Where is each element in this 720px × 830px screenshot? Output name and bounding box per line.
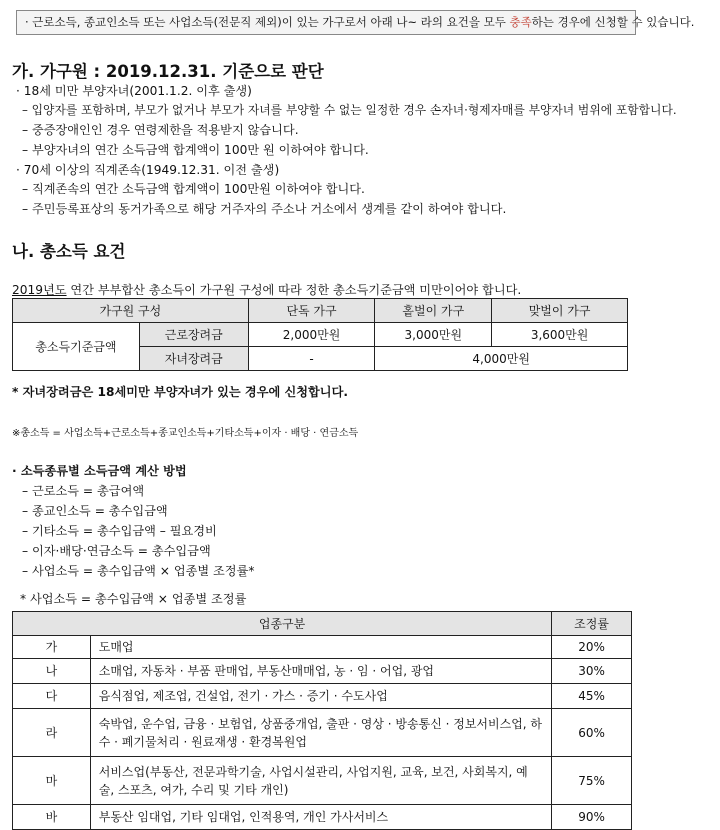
- notice-highlight: 충족: [509, 15, 532, 29]
- notice-suffix: 하는 경우에 신청할 수 있습니다.: [531, 15, 695, 29]
- row-desc: 도매업: [90, 636, 551, 659]
- row-desc: 숙박업, 운수업, 금융 · 보험업, 상품중개업, 출판 · 영상 · 방송통신 · 정보서비스업, 하수 · 폐기물처리 · 원료재생 · 환경복원업: [90, 709, 551, 757]
- ga-line-4: – 부양자녀의 연간 소득금액 합계액이 100만 원 이하여야 합니다.: [22, 143, 369, 157]
- row-code: 마: [13, 757, 91, 805]
- row-code: 라: [13, 709, 91, 757]
- calc-item-2: – 종교인소득 = 총수입금액: [22, 504, 168, 518]
- notice-prefix: · 근로소득, 종교인소득 또는 사업소득(전문직 제외)이 있는 가구로서 아래 나~ 라의 요건을 모두: [25, 15, 510, 29]
- table-row: [13, 805, 632, 830]
- th-single: 단독 가구: [248, 299, 375, 323]
- calc-item-1: – 근로소득 = 총급여액: [22, 484, 145, 498]
- cell-earned-single: 2,000만원: [248, 323, 375, 347]
- row-rate: 60%: [552, 709, 632, 757]
- section-ga-title: 가. 가구원 : 2019.12.31. 기준으로 판단: [12, 62, 324, 81]
- ga-line-1: · 18세 미만 부양자녀(2001.1.2. 이후 출생): [16, 84, 252, 98]
- ga-line-3: – 중증장애인인 경우 연령제한을 적용받지 않습니다.: [22, 123, 299, 137]
- ga-line-6: – 직계존속의 연간 소득금액 합계액이 100만원 이하여야 합니다.: [22, 182, 365, 196]
- th-household: 가구원 구성: [13, 299, 249, 323]
- na-intro-year: 2019년도: [12, 283, 67, 297]
- sub-child-incentive: 자녀장려금: [139, 347, 248, 371]
- row-desc: 부동산 임대업, 기타 임대업, 인적용역, 개인 가사서비스: [90, 805, 551, 830]
- total-income-formula: ※총소득 = 사업소득+근로소득+종교인소득+기타소득+이자 · 배당 · 연금소득: [12, 428, 359, 439]
- cell-earned-dual: 3,600만원: [492, 323, 628, 347]
- row-rate: 90%: [552, 805, 632, 830]
- ga-line-2: – 입양자를 포함하며, 부모가 없거나 부모가 자녀를 부양할 수 없는 일정한 경우 손자녀·형제자매를 부양자녀 범위에 포함합니다.: [22, 103, 677, 117]
- table-row: [13, 757, 632, 805]
- ga-line-5: · 70세 이상의 직계존속(1949.12.31. 이전 출생): [16, 163, 280, 177]
- row-rate: 30%: [552, 659, 632, 684]
- row-rate: 45%: [552, 684, 632, 709]
- row-code: 다: [13, 684, 91, 709]
- adjustment-rate-table: [12, 611, 632, 830]
- rate-table-caption: * 사업소득 = 총수입금액 × 업종별 조정률: [20, 592, 247, 606]
- row-code: 나: [13, 659, 91, 684]
- table-row: [13, 659, 632, 684]
- cell-child-single: -: [248, 347, 375, 371]
- row-desc: 소매업, 자동차 · 부품 판매업, 부동산매매업, 농 · 임 · 어업, 광업: [90, 659, 551, 684]
- notice-box: [16, 10, 695, 35]
- th-rate: 조정률: [552, 612, 632, 636]
- row-desc: 서비스업(부동산, 전문과학기술, 사업시설관리, 사업지원, 교육, 보건, 사회복지, 예술, 스포츠, 여가, 수리 및 기타 개인): [90, 757, 551, 805]
- na-intro: [12, 281, 521, 298]
- row-label-threshold: 총소득기준금액: [13, 323, 140, 371]
- na-intro-rest: 연간 부부합산 총소득이 가구원 구성에 따라 정한 총소득기준금액 미만이어야 합니다.: [66, 283, 522, 297]
- cell-child-merged: 4,000만원: [375, 347, 628, 371]
- calc-title: · 소득종류별 소득금액 계산 방법: [12, 464, 187, 478]
- table-row: [13, 709, 632, 757]
- table-row: [13, 636, 632, 659]
- ga-line-7: – 주민등록표상의 동거가족으로 해당 거주자의 주소나 거소에서 생계를 같이 하여야 합니다.: [22, 202, 507, 216]
- table-row: [13, 684, 632, 709]
- calc-item-5: – 사업소득 = 총수입금액 × 업종별 조정률*: [22, 564, 255, 578]
- cell-earned-one: 3,000만원: [375, 323, 492, 347]
- row-code: 바: [13, 805, 91, 830]
- th-dual-earner: 맞벌이 가구: [492, 299, 628, 323]
- th-one-earner: 홑벌이 가구: [375, 299, 492, 323]
- income-threshold-table: [12, 298, 628, 371]
- calc-item-3: – 기타소득 = 총수입금액 – 필요경비: [22, 524, 217, 538]
- section-na-title: 나. 총소득 요건: [12, 242, 126, 261]
- sub-earned-incentive: 근로장려금: [139, 323, 248, 347]
- calc-item-4: – 이자·배당·연금소득 = 총수입금액: [22, 544, 211, 558]
- row-rate: 20%: [552, 636, 632, 659]
- row-rate: 75%: [552, 757, 632, 805]
- row-code: 가: [13, 636, 91, 659]
- row-desc: 음식점업, 제조업, 건설업, 전기 · 가스 · 증기 · 수도사업: [90, 684, 551, 709]
- child-incentive-note: * 자녀장려금은 18세미만 부양자녀가 있는 경우에 신청합니다.: [12, 385, 348, 399]
- th-business-type: 업종구분: [13, 612, 552, 636]
